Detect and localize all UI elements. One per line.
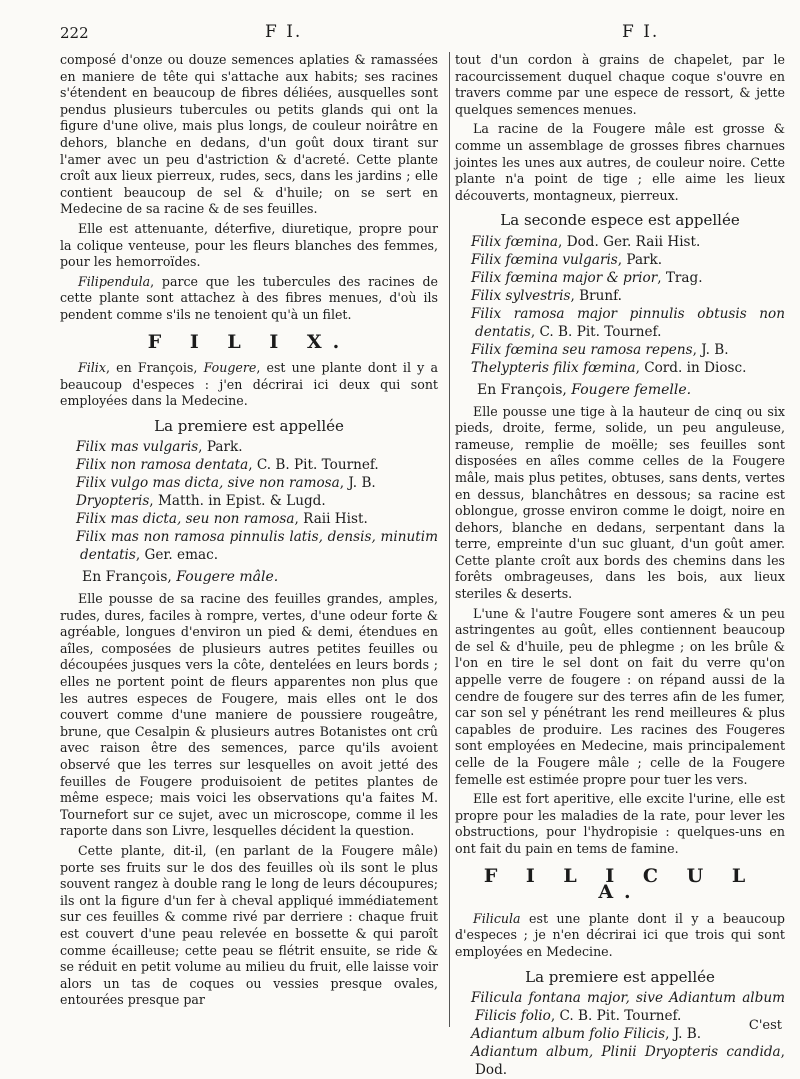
synonym-name: Filix mas dicta, seu non ramosa — [76, 511, 295, 528]
left-column — [60, 52, 438, 1012]
synonym-line — [455, 251, 785, 269]
right-running-title: F I. — [622, 22, 660, 42]
synonym-source: , J. B. — [339, 475, 376, 492]
paragraph: L'une & l'autre Fougere sont ameres & un peu astringentes au goût, elles contiennent beaucoup de sel & d'huile, peu de phlegme ; on les brûle & l'on en tire le sel dont on fait du verre qu'on appelle verre de fougere : on répand aussi de la cendre de fougere sur des terres afin de les fumer, car son sel y pénétrant les rend meilleures & plus capables de produire. Les racines des Fougeres sont employées en Medecine, mais principalement celle de la Fougere mâle ; celle de la Fougere femelle est estimée propre pour tuer les vers. — [455, 605, 785, 787]
synonym-source: , C. B. Pit. Tournef. — [550, 1008, 682, 1025]
synonym-source: , C. B. Pit. Tournef. — [530, 323, 662, 340]
french-name — [477, 382, 785, 399]
synonym-line — [455, 305, 785, 341]
synonym-line — [455, 287, 785, 305]
term: Filix — [78, 360, 106, 376]
synonym-line — [60, 438, 438, 456]
synonym-line — [455, 359, 785, 377]
synonym-source: , Park. — [617, 251, 663, 268]
synonym-line — [455, 341, 785, 359]
synonym-source: , Trag. — [657, 269, 703, 286]
subheading: La seconde espece est appellée — [500, 211, 740, 230]
synonym-line — [455, 233, 785, 251]
synonym-name: Filix ramosa major pinnulis obtusis non dentatis — [471, 305, 785, 340]
synonym-name: Filix fœmina seu ramosa repens — [471, 341, 693, 358]
term: Fougere femelle. — [571, 381, 692, 398]
synonym-name: Filicula fontana major, sive Adiantum album Filicis folio — [471, 990, 785, 1025]
subheading: La premiere est appellée — [525, 967, 715, 986]
paragraph — [60, 360, 438, 410]
paragraph — [455, 911, 785, 961]
page-number: 222 — [60, 24, 89, 42]
french-name — [82, 569, 438, 586]
text: En François, — [82, 569, 177, 586]
synonym-source: , J. B. — [692, 341, 729, 358]
synonym-name: Filix mas vulgaris — [76, 439, 199, 456]
section-title-filicula: F I L I C U L A. — [483, 864, 757, 904]
synonym-name: Filix sylvestris — [471, 287, 571, 304]
synonym-source: , Dod. — [475, 1044, 785, 1079]
running-header — [60, 22, 782, 50]
synonym-source: , Raii Hist. — [294, 511, 368, 528]
synonym-line — [455, 1043, 785, 1079]
synonym-name: Adiantum album folio Filicis — [471, 1026, 666, 1043]
synonym-line — [455, 1025, 785, 1043]
synonym-line — [455, 269, 785, 287]
synonym-line — [60, 456, 438, 474]
section-title-filix: F I L I X. — [147, 330, 351, 353]
text: En François, — [477, 381, 572, 398]
synonym-source: , Dod. Ger. Raii Hist. — [558, 233, 701, 250]
synonym-name: Dryopteris — [76, 493, 150, 510]
synonym-line — [60, 528, 438, 564]
synonym-name: Filix non ramosa dentata — [76, 457, 249, 474]
synonym-name: Filix vulgo mas dicta, sive non ramosa — [76, 475, 340, 492]
synonym-name: Thelypteris filix fœmina — [471, 359, 636, 376]
synonym-list — [455, 989, 785, 1079]
synonym-name: Filix fœmina major & prior — [471, 269, 658, 286]
text: est une plante dont il y a beaucoup d'especes ; je n'en décrirai ici que trois qui sont employées en Medecine. — [455, 910, 785, 959]
catchword: C'est — [748, 1018, 782, 1033]
synonym-source: , Ger. emac. — [135, 547, 219, 564]
synonym-source: , Cord. in Diosc. — [635, 359, 747, 376]
synonym-line — [455, 989, 785, 1025]
paragraph — [60, 274, 438, 324]
synonym-name: Filix fœmina vulgaris — [471, 251, 618, 268]
synonym-name: Filix mas non ramosa pinnulis latis, densis, minutim dentatis — [76, 529, 438, 564]
paragraph: Elle est attenuante, déterfive, diuretique, propre pour la colique venteuse, pour les fleurs blanches des femmes, pour les hemorroïdes. — [60, 220, 438, 270]
term: Fougere mâle. — [176, 569, 279, 586]
synonym-name: Adiantum album, Plinii Dryopteris candida — [471, 1044, 781, 1061]
column-divider — [449, 52, 450, 1027]
right-column — [455, 52, 785, 1079]
text: , est une plante dont il y a beaucoup d'especes : j'en décrirai ici deux qui sont employées dans la Medecine. — [60, 360, 438, 409]
synonym-line — [60, 510, 438, 528]
term: Fougere — [203, 360, 257, 376]
synonym-list — [455, 233, 785, 377]
paragraph: Elle pousse de sa racine des feuilles grandes, amples, rudes, dures, faciles à rompre, vertes, d'une odeur forte & agréable, longues d'environ un pied & demi, étendues en aîles, composées de plusieurs autres petites feuilles ou découpées jusques vers la côte, dentelées en leurs bords ; elles ne portent point de fleurs apparentes non plus que les autres especes de Fougere, mais elles ont le dos couvert comme d'une maniere de poussiere rougeâtre, brune, que Cesalpin & plusieurs autres Botanistes ont crû avec raison être des semences, parce qu'ils avoient observé que les terres sur lesquelles on avoit jetté des feuilles de Fougere produisoient de petites plantes de même espece; mais voici les observations qu'a faites M. Tournefort sur ce sujet, avec un microscope, comme il les raporte dans son Livre, lesquelles décident la question. — [60, 591, 438, 839]
synonym-source: , Brunf. — [570, 287, 622, 304]
synonym-name: Filix fœmina — [471, 233, 559, 250]
paragraph: Elle pousse une tige à la hauteur de cinq ou six pieds, droite, ferme, solide, un peu anguleuse, rameuse, remplie de moëlle; ses feuilles sont disposées en aîles comme celles de la Fougere mâle, mais plus petites, obtuses, sans dents, vertes en dessus, blanchâtres en dessous; sa racine est oblongue, grosse environ comme le doigt, noire en dehors, blanche en dedans, serpentant dans la terre, empreinte d'un suc gluant, d'un goût amer. Cette plante croît aux bords des chemins dans les forêts ombrageuses, dans les bois, aux lieux steriles & deserts. — [455, 403, 785, 602]
synonym-line — [60, 492, 438, 510]
term: Filipendula — [78, 273, 151, 289]
synonym-list — [60, 438, 438, 564]
paragraph: La racine de la Fougere mâle est grosse & comme un assemblage de grosses fibres charnues jointes les unes aux autres, de couleur noire. Cette plante n'a point de tige ; elle aime les lieux découverts, montagneux, pierreux. — [455, 121, 785, 203]
text: , en François, — [105, 360, 204, 376]
synonym-source: , Park. — [198, 439, 243, 456]
paragraph: tout d'un cordon à grains de chapelet, par le racourcissement duquel chaque coque s'ouvre en travers comme par une espece de ressort, & jette quelques semences menues. — [455, 52, 785, 117]
subheading: La premiere est appellée — [154, 416, 344, 435]
left-running-title: F I. — [265, 22, 303, 42]
paragraph: composé d'onze ou douze semences aplaties & ramassées en maniere de tête qui s'attache aux habits; ses racines s'étendent en beaucoup de fibres déliées, ausquelles sont pendus plusieurs tubercules ou petits glands qui ont la figure d'une olive, mais plus longs, de couleur noirâtre en dehors, blanche en dedans, d'un goût doux tirant sur l'amer avec un peu d'astriction & d'acreté. Cette plante croît aux lieux pierreux, rudes, secs, dans les jardins ; elle contient beaucoup de sel & d'huile; on se sert en Medecine de sa racine & de ses feuilles. — [60, 52, 438, 217]
synonym-source: , J. B. — [665, 1026, 702, 1043]
term: Filicula — [473, 910, 521, 926]
text: , parce que les tubercules des racines de cette plante sont attachez à des fibres menues, d'où ils pendent comme s'ils ne tenoient qu'à un filet. — [60, 273, 438, 322]
paragraph: Cette plante, dit-il, (en parlant de la Fougere mâle) porte ses fruits sur le dos des feuilles où ils sont le plus souvent rangez à double rang le long de leurs découpures; ils ont la figure d'un fer à cheval appliqué immédiatement sur ces feuilles & comme rivé par derriere : chaque fruit est couvert d'une peau relevée en bossette & qui paroît comme écailleuse; cette peau se flétrit ensuite, se ride & se réduit en petit volume au milieu du fruit, elle laisse voir alors un tas de coques ou vessies presque ovales, entourées presque par — [60, 842, 438, 1008]
paragraph: Elle est fort aperitive, elle excite l'urine, elle est propre pour les maladies de la rate, pour lever les obstructions, pour l'hydropisie : quelques-uns en ont fait du pain en tems de famine. — [455, 791, 785, 856]
synonym-source: , Matth. in Epist. & Lugd. — [149, 493, 326, 510]
synonym-line — [60, 474, 438, 492]
synonym-source: , C. B. Pit. Tournef. — [248, 457, 379, 474]
